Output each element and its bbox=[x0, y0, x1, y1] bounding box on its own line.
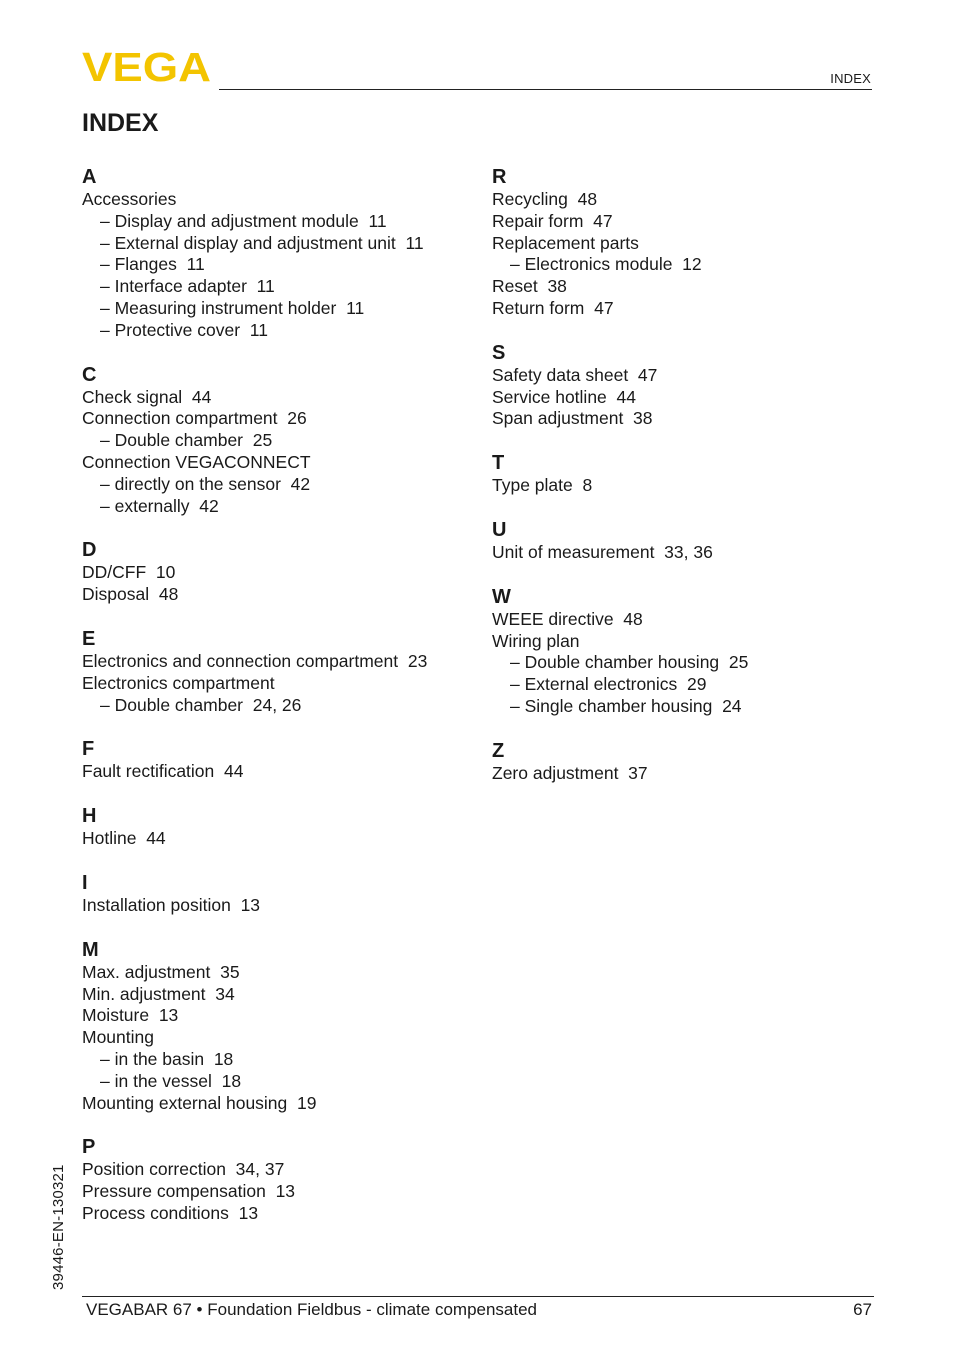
header-rule bbox=[219, 89, 872, 90]
index-letter-heading: M bbox=[82, 938, 99, 961]
index-entry: Hotline 44 bbox=[82, 828, 166, 849]
index-letter-heading: S bbox=[492, 341, 506, 364]
document-id: 39446-EN-130321 bbox=[50, 1164, 67, 1290]
index-entry: Replacement parts bbox=[492, 232, 639, 253]
index-entry: Return form 47 bbox=[492, 297, 614, 318]
index-entry: Safety data sheet 47 bbox=[492, 364, 658, 385]
index-section-a bbox=[82, 165, 482, 342]
index-subentry: – Double chamber housing 25 bbox=[510, 652, 749, 673]
index-letter-heading: E bbox=[82, 627, 96, 650]
index-entry: Accessories bbox=[82, 189, 177, 209]
index-section-f bbox=[82, 737, 482, 783]
index-entry: Disposal 48 bbox=[82, 584, 179, 605]
index-entry: Connection compartment 26 bbox=[82, 408, 307, 429]
index-entry: Type plate 8 bbox=[492, 475, 593, 496]
index-entry: Zero adjustment 37 bbox=[492, 762, 648, 783]
index-section-m bbox=[82, 938, 482, 1115]
index-entry: Pressure compensation 13 bbox=[82, 1181, 296, 1202]
index-column-left bbox=[82, 165, 482, 1246]
index-entry: Service hotline 44 bbox=[492, 386, 636, 407]
index-section-e bbox=[82, 627, 482, 716]
index-letter-heading: R bbox=[492, 166, 507, 188]
index-subentry: – in the basin 18 bbox=[100, 1048, 234, 1069]
index-letter-heading: W bbox=[492, 585, 511, 608]
index-entry: Fault rectification 44 bbox=[82, 761, 244, 782]
index-entry: Span adjustment 38 bbox=[492, 408, 653, 429]
index-section-h bbox=[82, 804, 482, 850]
index-subentry: – Double chamber 25 bbox=[100, 430, 273, 451]
index-entry: WEEE directive 48 bbox=[492, 608, 643, 629]
index-entry: Process conditions 13 bbox=[82, 1202, 259, 1223]
index-column-right bbox=[492, 165, 892, 806]
index-subentry: – Electronics module 12 bbox=[510, 254, 702, 275]
vega-logo bbox=[82, 50, 212, 84]
footer-page-number: 67 bbox=[853, 1300, 872, 1319]
index-subentry: – in the vessel 18 bbox=[100, 1070, 242, 1091]
index-subentry: – Protective cover 11 bbox=[100, 319, 268, 340]
index-entry: Mounting bbox=[82, 1027, 154, 1048]
index-subentry: – External electronics 29 bbox=[510, 674, 707, 695]
index-letter-heading: A bbox=[82, 166, 97, 188]
index-section-i bbox=[82, 871, 482, 917]
index-entry: Mounting external housing 19 bbox=[82, 1092, 317, 1113]
index-entry: Position correction 34, 37 bbox=[82, 1159, 285, 1180]
index-section-c bbox=[82, 363, 482, 518]
index-section-t bbox=[492, 451, 892, 497]
index-entry: Recycling 48 bbox=[492, 189, 598, 209]
index-letter-heading: T bbox=[492, 452, 505, 475]
index-letter-heading: P bbox=[82, 1136, 96, 1159]
index-entry: DD/CFF 10 bbox=[82, 562, 176, 583]
index-entry: Reset 38 bbox=[492, 276, 567, 297]
index-entry: Repair form 47 bbox=[492, 210, 613, 231]
index-section-p bbox=[82, 1135, 482, 1224]
index-subentry: – externally 42 bbox=[100, 495, 219, 516]
index-subentry: – Measuring instrument holder 11 bbox=[100, 297, 365, 318]
index-section-r bbox=[492, 165, 892, 320]
header-section-label: INDEX bbox=[830, 71, 871, 86]
index-subentry: – External display and adjustment unit 11 bbox=[100, 232, 424, 253]
index-section-z bbox=[492, 739, 892, 785]
index-subentry: – Double chamber 24, 26 bbox=[100, 694, 302, 715]
index-subentry: – Display and adjustment module 11 bbox=[100, 210, 387, 231]
index-letter-heading: C bbox=[82, 363, 97, 386]
index-letter-heading: I bbox=[82, 871, 88, 894]
index-entry: Electronics compartment bbox=[82, 672, 275, 693]
index-entry: Installation position 13 bbox=[82, 894, 261, 915]
index-letter-heading: F bbox=[82, 738, 95, 761]
index-entry: Unit of measurement 33, 36 bbox=[492, 541, 713, 562]
index-letter-heading: Z bbox=[492, 739, 505, 762]
index-entry: Max. adjustment 35 bbox=[82, 961, 240, 982]
vega-logo-text: VEGA bbox=[82, 50, 211, 84]
index-entry: Electronics and connection compartment 23 bbox=[82, 650, 428, 671]
index-section-w bbox=[492, 585, 892, 718]
index-section-d bbox=[82, 538, 482, 606]
index-subentry: – Single chamber housing 24 bbox=[510, 695, 742, 716]
index-subentry: – Interface adapter 11 bbox=[100, 276, 275, 297]
index-subentry: – directly on the sensor 42 bbox=[100, 473, 311, 494]
index-section-s bbox=[492, 341, 892, 430]
index-letter-heading: H bbox=[82, 805, 97, 828]
index-entry: Wiring plan bbox=[492, 630, 580, 651]
index-entry: Moisture 13 bbox=[82, 1005, 179, 1026]
index-letter-heading: D bbox=[82, 539, 97, 562]
index-entry: Check signal 44 bbox=[82, 386, 212, 407]
footer-rule bbox=[82, 1296, 874, 1297]
footer-product-title: VEGABAR 67 • Foundation Fieldbus - climate compensated bbox=[86, 1300, 538, 1319]
index-entry: Connection VEGACONNECT bbox=[82, 451, 311, 472]
index-subentry: – Flanges 11 bbox=[100, 254, 205, 275]
index-section-u bbox=[492, 518, 892, 564]
page-title: INDEX bbox=[82, 109, 159, 137]
index-entry: Min. adjustment 34 bbox=[82, 983, 235, 1004]
index-letter-heading: U bbox=[492, 518, 507, 541]
